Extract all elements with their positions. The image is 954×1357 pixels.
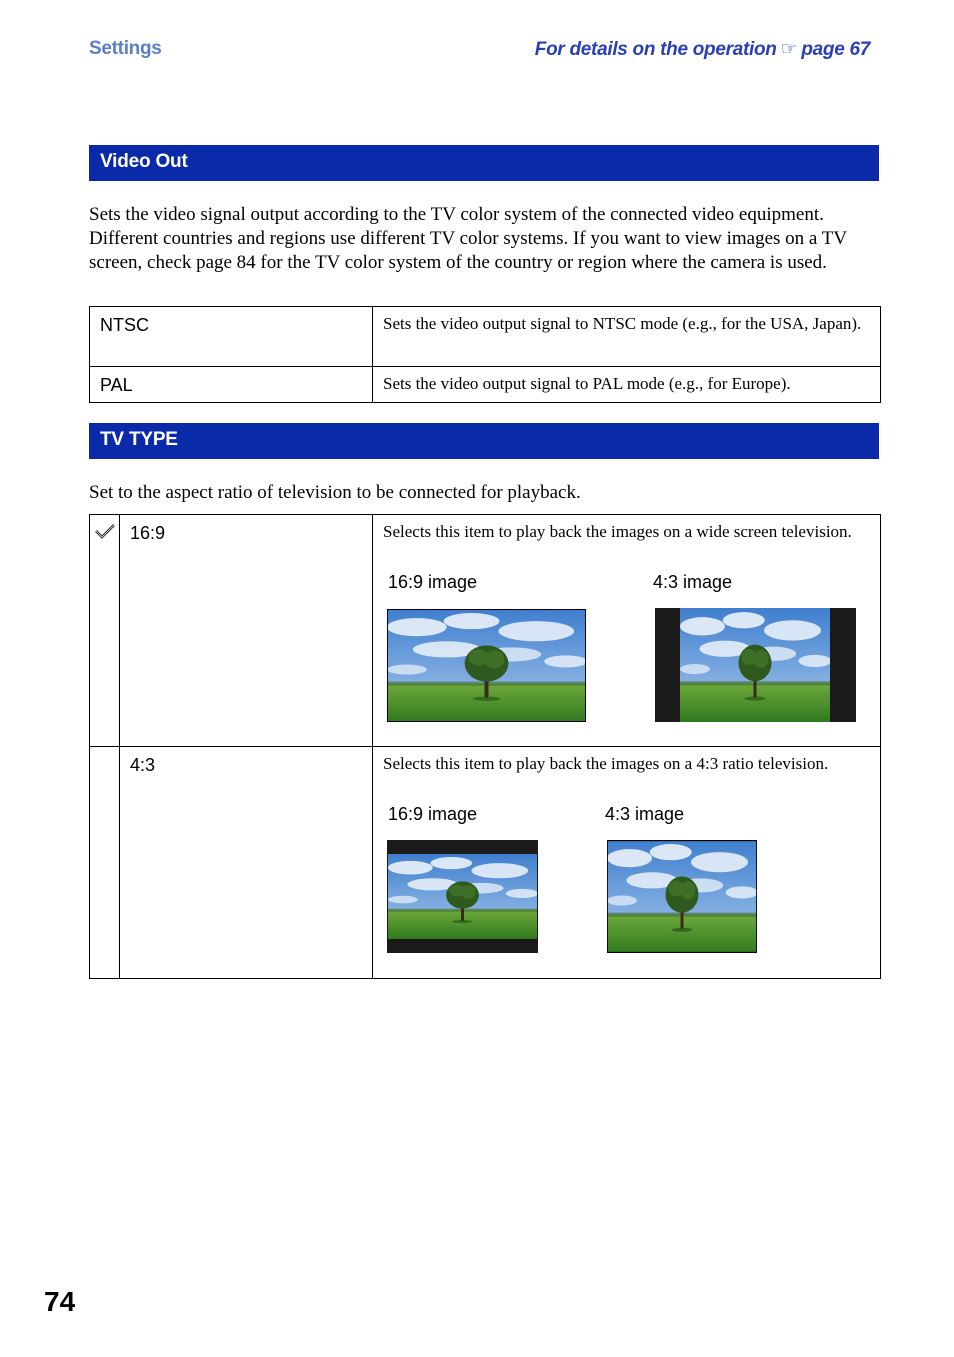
image-label: 16:9 image xyxy=(388,572,478,592)
image-label: 16:9 image xyxy=(388,804,478,824)
default-setting-cell xyxy=(90,515,120,747)
header-details-page: page 67 xyxy=(801,39,870,60)
option-description: Selects this item to play back the images on a 4:3 ratio television. xyxy=(383,754,829,773)
standard-screen-4-3-image xyxy=(607,840,757,953)
table-row xyxy=(90,307,881,367)
option-name: 4:3 xyxy=(120,747,373,979)
header-section-title: Settings xyxy=(89,38,162,59)
standard-screen-16-9-image-letterbox xyxy=(387,840,538,953)
image-comparison xyxy=(383,776,870,954)
option-name: 16:9 xyxy=(120,515,373,747)
table-row xyxy=(90,367,881,403)
option-name: PAL xyxy=(90,367,373,403)
wide-screen-4-3-image-pillarbox xyxy=(655,608,856,722)
wide-screen-16-9-image xyxy=(387,609,586,722)
video-out-options-table xyxy=(89,306,881,403)
image-label: 4:3 image xyxy=(605,804,685,824)
section-title-tv-type: TV TYPE xyxy=(89,423,879,459)
pointing-hand-icon: ☞ xyxy=(780,39,798,60)
option-description: Selects this item to play back the images on a wide screen television. xyxy=(383,522,852,541)
image-label: 4:3 image xyxy=(653,572,733,592)
option-description: Sets the video output signal to PAL mode (e.g., for Europe). xyxy=(373,367,881,403)
tv-type-description: Set to the aspect ratio of television to be connected for playback. xyxy=(89,482,581,503)
option-description-cell xyxy=(373,747,881,979)
table-row xyxy=(90,515,881,747)
option-description-cell xyxy=(373,515,881,747)
table-row xyxy=(90,747,881,979)
tv-type-options-table xyxy=(89,514,881,979)
default-setting-cell xyxy=(90,747,120,979)
header-details-link[interactable] xyxy=(535,38,870,61)
checkmark-icon xyxy=(95,526,115,543)
option-description: Sets the video output signal to NTSC mode (e.g., for the USA, Japan). xyxy=(373,307,881,367)
page-number: 74 xyxy=(44,1286,76,1317)
section-title-video-out: Video Out xyxy=(89,145,879,181)
image-comparison xyxy=(383,544,870,722)
header-details-text: For details on the operation xyxy=(534,39,777,60)
video-out-description: Sets the video signal output according to the TV color system of the connected video equipment. Different countries and regions use different TV color systems. If you want to view images on a TV screen, check page 84 for the TV color system of the country or region where the camera is used. xyxy=(89,204,847,273)
option-name: NTSC xyxy=(90,307,373,367)
